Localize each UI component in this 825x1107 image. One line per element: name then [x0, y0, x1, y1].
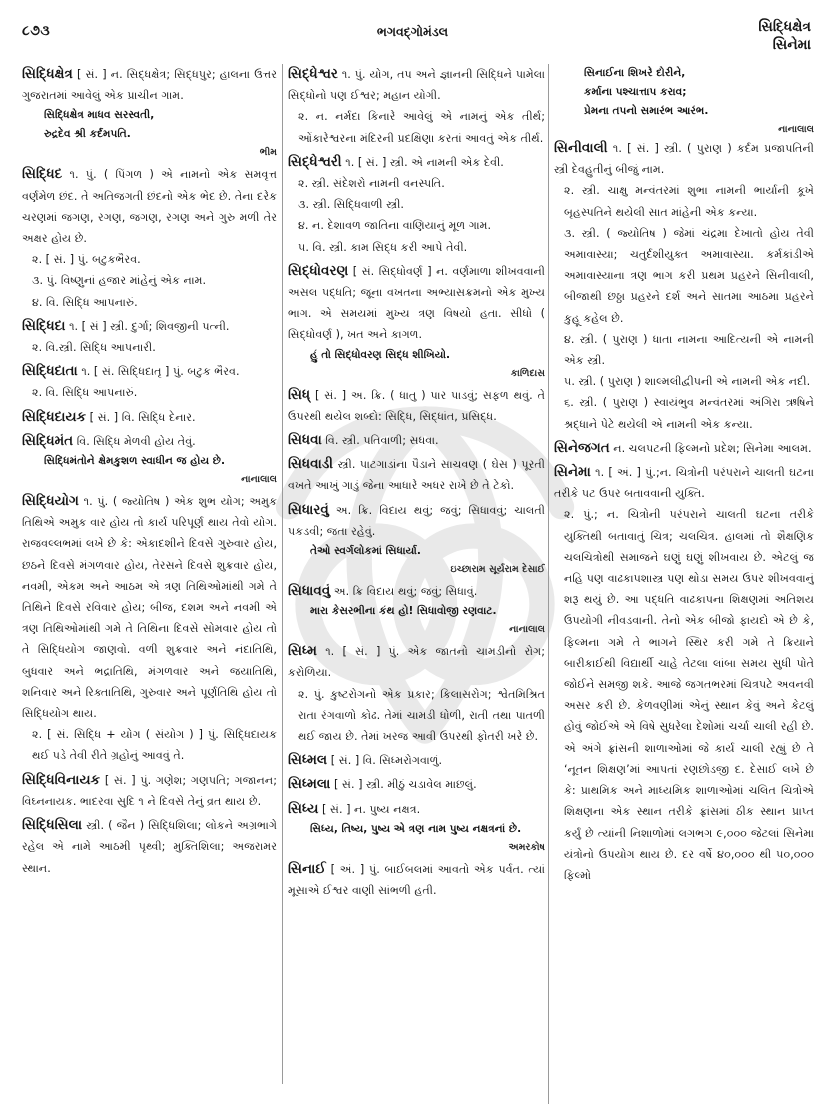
quotation: મારા કેસરભીના કંથ હો! સિધાવોજી રણવાટ. [310, 605, 497, 618]
definition-text: ૨. [ સં. સિદ્ધિ + યોગ ( સંયોગ ) ] પું. સિદ્ધિદાયક થઈ પડે તેવી રીતે ગ્રહોનું આવવું તે. [32, 728, 277, 763]
definition-text: અ. ક્રિ વિદાય થવું; જવું; સિધાવું. [333, 585, 478, 599]
headword: સિદ્ધિદાયક [22, 409, 87, 425]
entry-sense [22, 770, 277, 812]
quotation: સિધ્ય, તિષ્ય, પુષ્ય એ ત્રણ નામ પુષ્ય નક્ષત્રનાં છે. [310, 822, 522, 835]
quotation-attribution: નાનાલાલ [509, 624, 545, 636]
entry-sense [288, 581, 545, 602]
entry-sense [288, 106, 545, 148]
entry-sense [22, 249, 277, 270]
dictionary-entry [288, 581, 545, 638]
definition-text: ૧. [ સં. ] સ્ત્રી. ( પુરાણ ) કર્દમ પ્રજાપતિની સ્ત્રી દેવહુતીનું બીજું નામ. [554, 142, 814, 177]
definition-text: [ સં. ] ન. પુષ્ય નક્ષત્ર. [322, 802, 421, 816]
headword: સિદ્ધેશ્વરી [288, 154, 342, 170]
guide-word-last: સિનેમા [772, 37, 811, 53]
dictionary-entry [554, 462, 814, 886]
definition-text: ન. ચલપટની ફિલ્મનો પ્રદેશ; સિનેમા આલમ. [613, 441, 812, 455]
quotation: સિદ્ધિમંતોને ક્ષેમકુશળ સ્વાધીન જ હોય છે. [44, 455, 226, 468]
definition-text: ૧. પું. ( પિંગળ ) એ નામનો એક સમવૃત્ત વર્ણમેળ છંદ. તે અતિજગતી છંદનો એક ભેદ છે. તેના દરેક ચરણમાં જગણ, રગણ, જગણ, રગણ અને ગુરુ મળી તેર અક્ષર હોય છે. [22, 168, 277, 246]
headword: સિદ્ધેશ્વર [288, 67, 338, 82]
entry-sense [288, 859, 545, 901]
dictionary-entry [22, 815, 277, 879]
definition-text: [ સં. ] વિ. સિધ્મરોગવાળું. [330, 754, 443, 768]
dictionary-entry [22, 64, 277, 161]
dictionary-entry [288, 859, 545, 901]
entry-sense [22, 815, 277, 879]
definition-text: [ સં. ] સ્ત્રી. મીઠું ચડાવેલ માછલું. [334, 778, 477, 792]
definition-text: ૧. [ સં. ] પું. એક જાતનો ચામડીનો રોગ; કરોળિયા. [288, 645, 545, 680]
entry-sense [554, 371, 814, 392]
entry-sense [288, 237, 545, 258]
headword: સિદ્ધિવિનાયક [22, 772, 101, 788]
verse-line: પ્રેમના તપનો સમારંભ આરંભ. [584, 105, 709, 117]
definition-text: વિ. સ્ત્રી. પતિવાળી; સધવા. [325, 434, 439, 448]
definition-text: ૨. સ્ત્રી. ચાક્ષુ મન્વંતરમાં શુભા નામની ભાર્યાની કૂખે બૃહસ્પતિને થયેલી સાત માંહેની એક કન્યા. [564, 184, 814, 219]
definition-text: ૬. સ્ત્રી. ( પુરાણ ) સ્વાયંભુવ મન્વંતરમાં અંગિરા ઋષિને શ્રદ્ધાને પેટે થયેલી એ નામની એક કન્યા. [564, 396, 814, 431]
quotation-attribution: નાનાલાલ [241, 474, 277, 486]
definition-text: અ. ક્રિ. વિદાય થવું; જવું; સિધાવવું; ચાલતી પકડવી; જતા રહેવું. [288, 503, 545, 538]
definition-text: [ સં. સિદ્ધોવર્ણ ] ન. વર્ણમાળા શીખવવાની અસલ પદ્ધતિ; જૂના વખતના અભ્યાસક્રમનો એક મુખ્ય ભાગ. એ સમયમાં મુખ્ય ત્રણ વિષયો હતા. સીધો ( સિદ્ધોવર્ણ ), ખત અને કાગળ. [288, 264, 545, 342]
definition-text: ૧. [ સં. સિદ્ધિદાતૃ ] પું. બટુક ભૈરવ. [81, 365, 240, 379]
running-title: ભગવદ્ગોમંડલ [376, 24, 449, 39]
definition-text: સ્ત્રી. પાટગાડાંના પૈડાને સાચવણ ( ઘેસ ) પૂરતી વખતે આખું ગાડું જેના આધારે અધર રાખે છે તે ટેકો. [288, 458, 545, 493]
definition-text: ૧. પું. યોગ, તપ અને જ્ઞાનની સિદ્ધિને પામેલા સિદ્ધોનો પણ ઈશ્વર; મહાન યોગી. [288, 68, 545, 103]
definition-text: [ સં. ] અ. ક્રિ. ( ધાતુ ) પાર પાડવું; સફળ થવું. તે ઉપરથી થયેલ શબ્દો: સિદ્ધિ, સિદ્ધાંત, પ્રસિદ્ધ. [288, 388, 545, 423]
dictionary-entry [288, 430, 545, 451]
verse-line: સિનાઈના શિખરે દોરીને, [584, 67, 686, 79]
headword: સિદ્ધિદાતા [22, 364, 78, 380]
entry-sense [288, 774, 545, 795]
headword: સિદ્ધોવરણ [288, 263, 349, 279]
entry-sense [554, 462, 814, 504]
definition-text: ૪. વિ. સિદ્ધિ આપનારું. [32, 295, 138, 309]
entry-sense [22, 382, 277, 403]
verse-attribution: નાનાલાલ [778, 124, 814, 135]
entry-sense [22, 337, 277, 358]
guide-word-first: સિદ્ધિક્ષેત્ર [758, 19, 811, 35]
column-divider [282, 64, 283, 1084]
dictionary-entry [288, 152, 545, 258]
definition-text: [ સં. ] ન. સિદ્ધક્ષેત્ર; સિદ્ધપુર; હાલના ઉત્તર ગુજરાતમાં આવેલું એક પ્રાચીન ગામ. [22, 68, 277, 103]
dictionary-entry [288, 454, 545, 496]
entry-sense [288, 261, 545, 346]
definition-text: ૨. વિ.સ્ત્રી. સિદ્ધિ આપનારી. [32, 341, 156, 355]
headword: સિદ્ધિદ [22, 167, 63, 183]
definition-text: ૨. પું.; ન. ચિત્રોની પરંપરાને ચાલતી ઘટના તરીકે યુક્તિથી બતાવાતું ચિત્ર; ચલચિત્ર. હાલમાં તો શૈક્ષણિક ચલચિત્રોથી સમાજને ઘણું ઘણું શીખવાય છે. એટલું જ નહિ પણ વાઢકાપશાસ્ત્ર પણ થોડા સમય ઉપર શીખવવાનું શરૂ થયું છે. આ પદ્ધતિ વાઢકાપના શિક્ષણમાં અતિશય ઉપયોગી નીવડવાની. તેનો એક બીજો ફાયદો એ છે કે, ફિલ્મના ગમે તે ભાગને સ્થિર કરી ગમે તે ક્રિયાને બારીકાઈથી વિદ્યાર્થી ચાહે તેટલા લાંબા સમય સુધી પોતે જોઈને સમજી શકે. આજે જગતભરમાં ચિત્રપટે અવનવી અસર કરી છે. કેળવણીમાં એનું સ્થાન કેવું અને કેટલું હોવું જોઈએ એ વિષે સુધરેલા દેશોમાં ચર્ચા ચાલી રહી છે. એ અંગે ફ્રાંસની શાળાઓમાં જે કાર્ય ચાલી રહ્યું છે તે ‘નૂતન શિક્ષણ’માં આપતાં રણછોડજી દ. દેસાઈ લખે છે કે: પ્રાથમિક અને માધ્યમિક શાળાઓમાં ચલિત ચિત્રોએ શિક્ષણના એક સ્થાન તરીકે ફ્રાંસમાં ઠીક સ્થાન પ્રાપ્ત કર્યું છે ત્યાંની નિશાળોમાં લગભગ ૯,૦૦૦ જેટલાં સિનેમા યંત્રોનો ઉપયોગ થાય છે. દર વર્ષે ૪૦,૦૦૦ થી ૫૦,૦૦૦ ફિલ્મો [564, 508, 814, 882]
entry-sense [288, 173, 545, 194]
entry-sense [22, 431, 277, 452]
headword: સિધાવવું [288, 584, 331, 600]
dictionary-entry [22, 361, 277, 403]
entry-sense [22, 64, 277, 106]
entry-sense [22, 164, 277, 249]
definition-text: ૪. ન. દેશાવળ જાતિના વાણિયાનું મૂળ ગામ. [298, 219, 492, 233]
quotation: હું તો સિદ્ધોવરણ સિદ્ધ શીખિયો. [310, 348, 451, 361]
definition-text: ૨. પું. કુષ્ટરોગનો એક પ્રકાર; કિલાસરોગ; શ્વેતમિશ્રિત રાતા રંગવાળો કોઢ. તેમાં ચામડી ધોળી, રાતી તથા પાતળી થઈ જાય છે. તેમાં ખરજ આવી ઉપરથી ફોતરી ખરે છે. [298, 687, 545, 744]
definition-text: ૨. વિ. સિદ્ધિ આપનારું. [32, 386, 138, 400]
entry-sense [288, 215, 545, 236]
headword: સિદ્ધિદા [22, 318, 66, 334]
quotation-attribution: ભીમ [259, 147, 277, 159]
dictionary-columns [0, 64, 825, 1107]
quotation: તેઓ સ્વર્ગલોકમાં સિધાર્યા. [310, 545, 421, 558]
entry-sense [22, 724, 277, 766]
entry-sense [22, 407, 277, 428]
headword: સિધ્મ [288, 644, 317, 660]
quotation: સિદ્ધિક્ષેત્ર માધવ સરસ્વતી, [44, 109, 155, 122]
dictionary-entry [22, 770, 277, 812]
quotation-attribution: ઇચ્છારામ સૂર્યરામ દેસાઈ [450, 564, 545, 576]
column-1 [22, 64, 277, 1099]
entry-sense [288, 64, 545, 106]
entry-sense [554, 504, 814, 886]
continued-verse [554, 64, 814, 138]
verse-line: કર્માના પશ્ચાત્તાપ કરાવ; [584, 86, 687, 98]
entry-sense [288, 385, 545, 427]
dictionary-entry [22, 431, 277, 488]
entry-sense [554, 438, 814, 459]
headword: સિદ્ધિયોગ [22, 494, 79, 510]
guide-words [758, 18, 811, 54]
headword: સિનીવાલી [554, 141, 608, 156]
entry-sense [288, 799, 545, 820]
page-header [0, 0, 825, 62]
dictionary-entry [288, 385, 545, 427]
headword: સિનાઈ [288, 861, 326, 877]
column-3 [554, 64, 814, 1099]
entry-sense [288, 454, 545, 496]
headword: સિધ્ય [288, 801, 319, 817]
definition-text: [ અં. ] પું. બાઈબલમાં આવતો એક પર્વત. ત્યાં મૂસાએ ઈશ્વર વાણી સાંભળી હતી. [288, 862, 545, 898]
definition-text: ૨. [ સં. ] પું. બટુકભૈરવ. [32, 253, 141, 267]
headword: સિદ્ધિક્ષેત્ર [22, 67, 73, 82]
entry-sense [288, 194, 545, 215]
dictionary-entry [288, 500, 545, 578]
dictionary-entry [288, 261, 545, 382]
entry-sense [22, 292, 277, 313]
entry-sense [554, 329, 814, 371]
entry-sense [554, 392, 814, 434]
definition-text: ૨. સ્ત્રી. સંદેશરો નામની વનસ્પતિ. [298, 177, 445, 191]
definition-text: ૫. સ્ત્રી. ( પુરાણ ) શાલ્મલીદ્વીપની એ નામની એક નદી. [564, 375, 811, 389]
page-number: ૮૭૩ [22, 23, 51, 39]
definition-text: ૩. પું. વિષ્ણુનાં હજાર માંહેનું એક નામ. [32, 274, 207, 288]
definition-text: ૨. ન. નર્મદા કિનારે આવેલું એ નામનું એક તીર્થ; ઓંકારેશ્વરના મંદિરની પ્રદક્ષિણા કરતાં આવતું એક તીર્થ. [298, 110, 545, 145]
entry-sense [288, 152, 545, 173]
definition-text: [ સં. ] વિ. સિદ્ધિ દેનાર. [89, 410, 196, 424]
headword: સિનેમા [554, 465, 591, 481]
entry-sense [554, 138, 814, 180]
definition-text: [ સં. ] પું. ગણેશ; ગણપતિ; ગજાનન; વિઘ્નનાયક. ભાદરવા સુદિ ૧ ને દિવસે તેનું વ્રત થાય છે. [22, 773, 277, 808]
dictionary-entry [288, 799, 545, 856]
entry-sense [554, 180, 814, 222]
headword: સિનેજગત [554, 440, 610, 456]
headword: સિધ્ [288, 387, 311, 403]
headword: સિદ્ધિસિલા [22, 818, 83, 834]
entry-sense [22, 270, 277, 291]
definition-text: ૧. [ સં ] સ્ત્રી. દુર્ગા; શિવજીની પત્ની. [69, 319, 230, 333]
entry-sense [288, 500, 545, 542]
headword: સિધ્મલા [288, 777, 331, 793]
entry-sense [288, 430, 545, 451]
definition-text: ૧. પું. ( જ્યોતિષ ) એક શુભ યોગ; અમુક તિથિએ અમુક વાર હોય તો કાર્ય પરિપૂર્ણ થાય તેવો યોગ. રાજવલ્લભમાં લખે છે કે: એકાદશીને દિવસે ગુરુવાર હોય, છઠને દિવસે મંગળવાર હોય, તેરસને દિવસે શુક્રવાર હોય, નવમી, એકમ અને આઠમ એ ત્રણ તિથિઓમાંથી ગમે તે તિથિને દિવસે રવિવાર હોય; બીજ, દશમ અને નવમી એ ત્રણ તિથિઓમાંથી ગમે તે તિથિના દિવસે સોમવાર હોય તો તે સિદ્ધિયોગ જાણવો. વળી શુક્રવાર અને નંદાતિથિ, બુધવાર અને ભદ્રાતિથિ, મંગળવાર અને જયાતિથિ, શનિવાર અને રિક્તાતિથિ, ગુરુવાર અને પૂર્ણતિથિ હોય તો સિદ્ધિયોગ થાય. [22, 495, 277, 721]
column-divider [548, 64, 549, 1104]
definition-text: ૪. સ્ત્રી. ( પુરાણ ) ધાતા નામના આદિત્યની એ નામની એક સ્ત્રી. [564, 332, 814, 368]
definition-text: ૩. સ્ત્રી. સિદ્ધિવાળી સ્ત્રી. [298, 198, 404, 212]
headword: સિધારવું [288, 502, 329, 518]
entry-sense [22, 491, 277, 724]
column-2 [288, 64, 545, 1099]
dictionary-entry [288, 750, 545, 771]
definition-text: ૧. [ સં. ] સ્ત્રી. એ નામની એક દેવી. [345, 155, 504, 169]
entry-sense [288, 684, 545, 748]
dictionary-entry [22, 316, 277, 358]
dictionary-entry [288, 774, 545, 795]
headword: સિદ્ધિમંત [22, 433, 74, 449]
definition-text: ૧. [ અં. ] પું.;ન. ચિત્રોની પરંપરાને ચાલતી ઘટના તરીકે પટ ઉપર બતાવવાની યુક્તિ. [554, 466, 814, 501]
headword: સિધવા [288, 433, 322, 449]
dictionary-entry [288, 641, 545, 747]
entry-sense [22, 361, 277, 382]
dictionary-entry [288, 64, 545, 149]
dictionary-entry [554, 138, 814, 435]
dictionary-entry [22, 491, 277, 767]
entry-sense [554, 223, 814, 329]
definition-text: વિ. સિદ્ધિ મેળવી હોય તેવું. [76, 434, 196, 448]
quotation-attribution: કાળિદાસ [510, 367, 545, 379]
entry-sense [288, 750, 545, 771]
definition-text: ૫. વિ. સ્ત્રી. કામ સિદ્ધ કરી આપે તેવી. [298, 240, 468, 254]
dictionary-entry [22, 407, 277, 428]
headword: સિધ્મલ [288, 753, 328, 769]
headword: સિધવાડી [288, 457, 334, 473]
entry-sense [288, 641, 545, 683]
entry-sense [22, 316, 277, 337]
definition-text: સ્ત્રી. ( જૈન ) સિદ્ધિશિલા; લોકને અગ્રભાગે રહેલ એ નામે આઠમી પૃથ્વી; મુક્તિશિલા; અજરામર સ્થાન. [22, 819, 277, 875]
dictionary-entry [554, 438, 814, 459]
quotation-attribution: અમરકોષ [508, 841, 545, 853]
definition-text: ૩. સ્ત્રી. ( જ્યોતિષ ) જેમાં ચંદ્રમા દેખાતો હોય તેવી અમાવાસ્યા; ચતુર્દશીયુક્ત અમાવાસ્યા. કર્મકાંડીએ અમાવાસ્યાના ત્રણ ભાગ કરી પ્રથમ પ્રહરને સિનીવાલી, બીજાથી છઠ્ઠા પ્રહરને દર્શ અને સાતમા આઠમા પ્રહરને કુહૂ કહેલ છે. [564, 226, 814, 325]
quotation: રુદ્રદેવ શ્રી કર્દમપતિ. [44, 128, 131, 141]
dictionary-entry [22, 164, 277, 312]
